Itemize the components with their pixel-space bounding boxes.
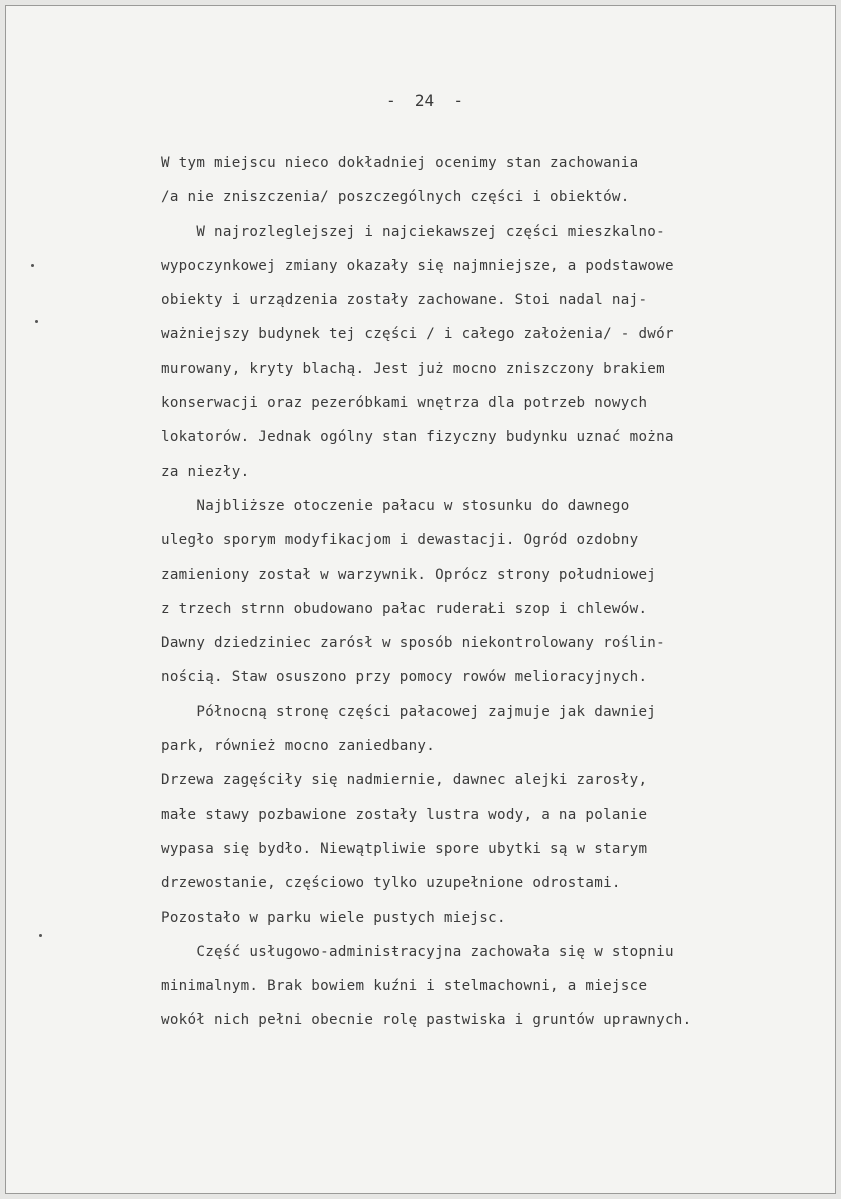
text-line: Północną stronę części pałacowej zajmuje jak dawniej bbox=[161, 703, 657, 720]
document-page bbox=[5, 5, 836, 1194]
text-line: z trzech strnn obudowano pałac ruderaŁi szop i chlewów. bbox=[161, 600, 648, 617]
text-line: murowany, kryty blachą. Jest już mocno zniszczony brakiem bbox=[161, 360, 665, 377]
text-line: wypasa się bydło. Niewątpliwie spore ubytki są w starym bbox=[161, 840, 648, 857]
text-line: Część usługowo-adminisŧracyjna zachowała się w stopniu bbox=[161, 943, 674, 960]
text-line: Drzewa zagęściły się nadmiernie, dawnec alejki zarosły, bbox=[161, 772, 648, 789]
text-line: wypoczynkowej zmiany okazały się najmniejsze, a podstawowe bbox=[161, 257, 674, 274]
text-line: W tym miejscu nieco dokładniej ocenimy stan zachowania bbox=[161, 155, 639, 171]
text-line: minimalnym. Brak bowiem kuźni i stelmachowni, a miejsce bbox=[161, 978, 648, 995]
text-line: obiekty i urządzenia zostały zachowane. Stoi nadal naj- bbox=[161, 292, 648, 309]
text-line: nością. Staw osuszono przy pomocy rowów melioracyjnych. bbox=[161, 669, 648, 686]
text-line: za niezły. bbox=[161, 463, 250, 480]
margin-mark bbox=[31, 264, 34, 267]
text-line: Dawny dziedziniec zarósł w sposób niekontrolowany roślin- bbox=[161, 635, 665, 652]
margin-mark bbox=[35, 320, 38, 323]
text-line: zamieniony został w warzywnik. Oprócz strony południowej bbox=[161, 566, 657, 583]
text-line: małe stawy pozbawione zostały lustra wody, a na polanie bbox=[161, 806, 648, 823]
text-line: W najrozleglejszej i najciekawszej części mieszkalno- bbox=[161, 223, 665, 240]
text-line: uległo sporym modyfikacjom i dewastacji. Ogród ozdobny bbox=[161, 532, 639, 549]
text-line: wokół nich pełni obecnie rolę pastwiska i gruntów uprawnych. bbox=[161, 1012, 692, 1029]
text-line: konserwacji oraz pezeróbkami wnętrza dla potrzeb nowych bbox=[161, 395, 648, 412]
text-line: /a nie zniszczenia/ poszczególnych części i obiektów. bbox=[161, 189, 630, 206]
text-line: ważniejszy budynek tej części / i całego założenia/ - dwór bbox=[161, 326, 674, 343]
page-number: - 24 - bbox=[386, 91, 464, 110]
margin-mark bbox=[39, 934, 42, 937]
text-line: drzewostanie, częściowo tylko uzupełnione odrostami. bbox=[161, 875, 621, 892]
body-text bbox=[161, 146, 811, 1038]
text-line: Najbliższe otoczenie pałacu w stosunku do dawnego bbox=[161, 497, 630, 514]
text-line: park, również mocno zaniedbany. bbox=[161, 738, 436, 755]
text-line: Pozostało w parku wiele pustych miejsc. bbox=[161, 909, 506, 926]
text-line: lokatorów. Jednak ogólny stan fizyczny budynku uznać można bbox=[161, 429, 674, 446]
